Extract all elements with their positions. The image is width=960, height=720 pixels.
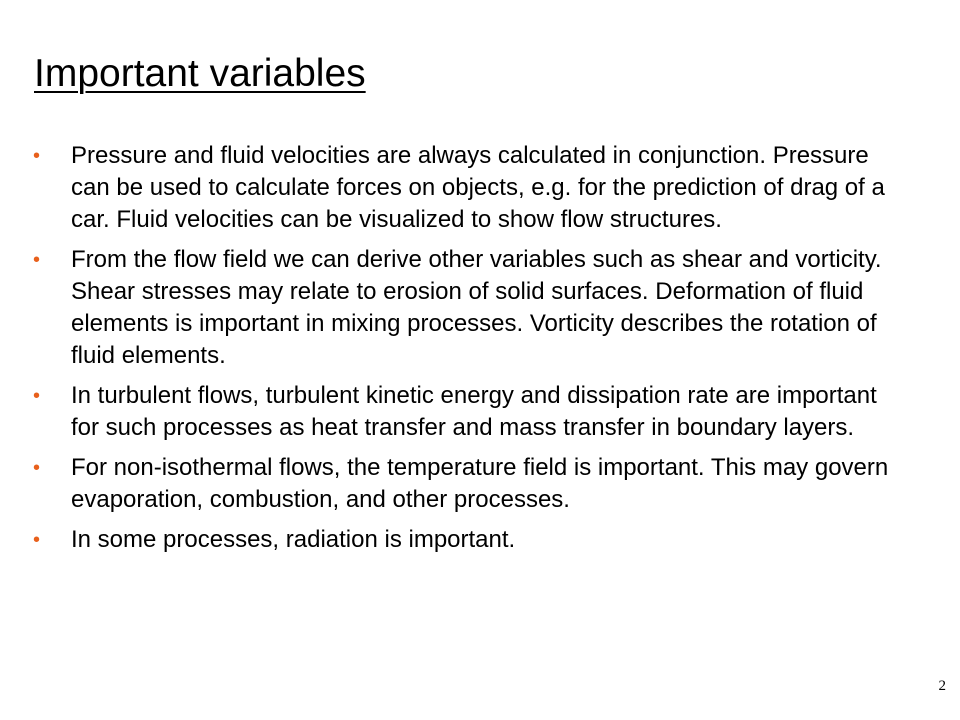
bullet-text: For non-isothermal flows, the temperature field is important. This may govern evaporation, combustion, and other processes. xyxy=(71,454,889,513)
bullet-list xyxy=(0,140,960,564)
page-number: 2 xyxy=(938,678,946,694)
slide-title: Important variables xyxy=(34,52,366,95)
bullet-marker: • xyxy=(33,457,41,479)
bullet-marker: • xyxy=(33,385,41,407)
bullet-item xyxy=(0,140,911,236)
bullet-item xyxy=(0,452,911,516)
bullet-text: In some processes, radiation is important. xyxy=(71,526,516,553)
bullet-text: In turbulent flows, turbulent kinetic energy and dissipation rate are important for such processes as heat transfer and mass transfer in boundary layers. xyxy=(71,382,877,441)
bullet-marker: • xyxy=(33,249,41,271)
bullet-text: From the flow field we can derive other variables such as shear and vorticity. Shear stresses may relate to erosion of solid surfaces. Deformation of fluid elements is important in mixing processes. Vorticity describes the rotation of fluid elements. xyxy=(71,246,882,369)
bullet-text: Pressure and fluid velocities are always calculated in conjunction. Pressure can be used to calculate forces on objects, e.g. for the prediction of drag of a car. Fluid velocities can be visualized to show flow structures. xyxy=(71,142,885,233)
bullet-item xyxy=(0,380,911,444)
bullet-marker: • xyxy=(33,145,41,167)
bullet-item xyxy=(0,524,911,556)
bullet-marker: • xyxy=(33,529,41,551)
bullet-item xyxy=(0,244,911,372)
